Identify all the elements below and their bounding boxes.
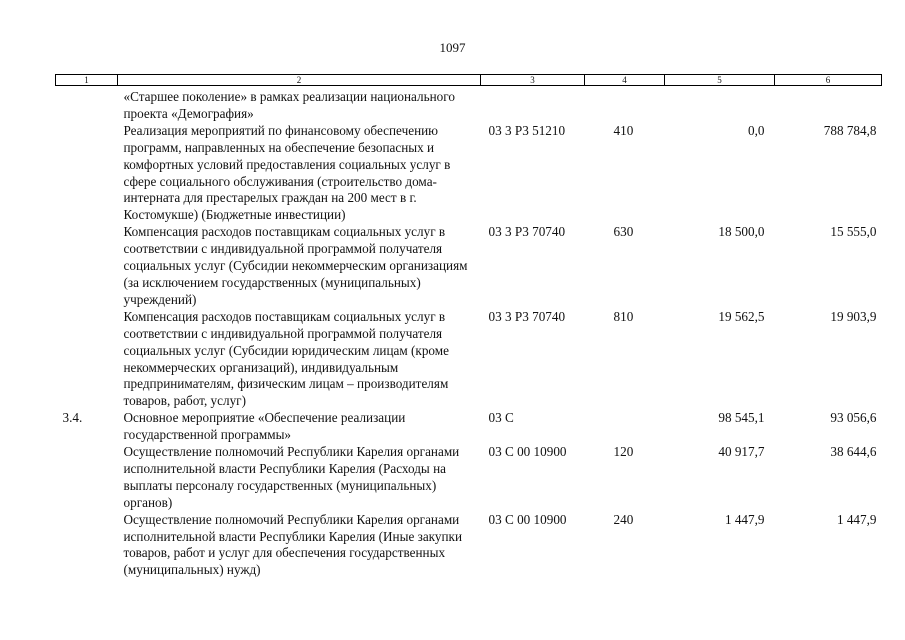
row-budget-code: 03 С bbox=[488, 410, 514, 426]
row-budget-code bbox=[481, 86, 585, 123]
row-amount-col5 bbox=[665, 86, 775, 123]
row-number bbox=[56, 444, 118, 512]
row-amount-col5: 98 545,1 bbox=[718, 410, 765, 426]
page-number: 1097 bbox=[439, 40, 466, 55]
row-description: Осуществление полномочий Республики Карелия органами исполнительной власти Республики Карелия (Иные закупки товаров, работ и услуг для обеспечения государственных (муниципальных) нужд) bbox=[123, 511, 463, 578]
row-expense-type: 410 bbox=[613, 122, 634, 138]
row-description: Осуществление полномочий Республики Карелия органами исполнительной власти Республики Карелия (Расходы на выплаты персоналу государственных (муниципальных) органов) bbox=[123, 444, 460, 510]
row-number bbox=[56, 512, 118, 580]
row-number bbox=[56, 309, 118, 410]
table-header-row bbox=[56, 75, 882, 86]
row-expense-type bbox=[585, 410, 665, 444]
row-amount-col6: 788 784,8 bbox=[823, 122, 877, 138]
table-row bbox=[56, 86, 882, 123]
row-expense-type: 120 bbox=[613, 444, 634, 460]
row-description: «Старшее поколение» в рамках реализации национального проекта «Демография» bbox=[123, 89, 455, 121]
column-header-1: 1 bbox=[56, 75, 118, 86]
row-number: 3.4. bbox=[62, 410, 83, 426]
row-amount-col6: 15 555,0 bbox=[830, 224, 877, 240]
row-budget-code: 03 С 00 10900 bbox=[488, 444, 567, 460]
table-row bbox=[56, 512, 882, 580]
table-row bbox=[56, 444, 882, 512]
row-number bbox=[56, 123, 118, 224]
row-amount-col6: 93 056,6 bbox=[830, 410, 877, 426]
column-header-5: 5 bbox=[665, 75, 775, 86]
row-amount-col5: 1 447,9 bbox=[724, 511, 765, 527]
row-amount-col6: 19 903,9 bbox=[830, 308, 877, 324]
row-description: Компенсация расходов поставщикам социальных услуг в соответствии с индивидуальной программой получателя социальных услуг (Субсидии некоммерческим организациям (за исключением государственных (муниципальных) учреждений) bbox=[123, 224, 468, 307]
row-amount-col5: 19 562,5 bbox=[718, 308, 765, 324]
row-expense-type: 240 bbox=[613, 511, 634, 527]
row-amount-col6: 38 644,6 bbox=[830, 444, 877, 460]
table-row bbox=[56, 123, 882, 224]
column-header-4: 4 bbox=[585, 75, 665, 86]
row-expense-type: 810 bbox=[613, 308, 634, 324]
table-row bbox=[56, 309, 882, 410]
column-header-2: 2 bbox=[118, 75, 481, 86]
budget-table bbox=[55, 74, 882, 579]
row-description: Реализация мероприятий по финансовому обеспечению программ, направленных на обеспечение безопасных и комфортных условий предоставления социальных услуг в сфере социального обслуживания (строительство дома-интерната для престарелых граждан на 200 мест в г. Костомукше) (Бюджетные инвестиции) bbox=[123, 122, 451, 223]
row-amount-col5: 40 917,7 bbox=[718, 444, 765, 460]
row-budget-code: 03 С 00 10900 bbox=[488, 511, 567, 527]
row-amount-col5: 0,0 bbox=[748, 122, 765, 138]
row-amount-col6: 1 447,9 bbox=[836, 511, 877, 527]
row-number bbox=[56, 224, 118, 309]
row-budget-code: 03 3 P3 70740 bbox=[488, 308, 566, 324]
row-number bbox=[56, 86, 118, 123]
row-description: Компенсация расходов поставщикам социальных услуг в соответствии с индивидуальной программой получателя социальных услуг (Субсидии юридическим лицам (кроме некоммерческих организаций), индивидуальным предпринимателям, физическим лицам – производителям товаров, работ, услуг) bbox=[123, 308, 449, 409]
row-amount-col5: 18 500,0 bbox=[718, 224, 765, 240]
column-header-3: 3 bbox=[481, 75, 585, 86]
row-budget-code: 03 3 P3 51210 bbox=[488, 122, 566, 138]
table-row bbox=[56, 410, 882, 444]
row-expense-type bbox=[585, 86, 665, 123]
row-description: Основное мероприятие «Обеспечение реализации государственной программы» bbox=[123, 410, 406, 443]
table-row bbox=[56, 224, 882, 309]
row-amount-col6 bbox=[775, 86, 882, 123]
row-budget-code: 03 3 P3 70740 bbox=[488, 224, 566, 240]
column-header-6: 6 bbox=[775, 75, 882, 86]
row-expense-type: 630 bbox=[613, 224, 634, 240]
